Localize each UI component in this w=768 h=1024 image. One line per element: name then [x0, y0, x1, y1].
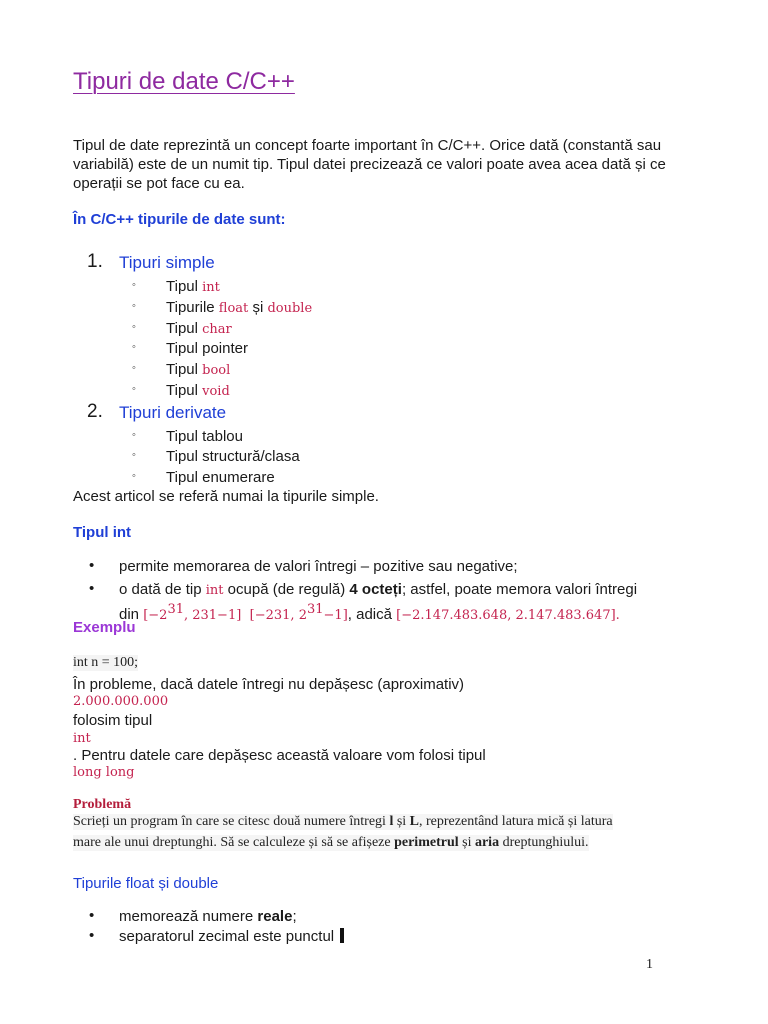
list-item: Tipul bool	[166, 361, 231, 378]
float-bullet-1: memorează numere reale;	[119, 908, 297, 925]
list-item: Tipul enumerare	[166, 469, 275, 486]
long-long-code: long long	[73, 765, 135, 780]
folosim-text: folosim tipul	[73, 712, 153, 729]
list-item: Tipul structură/clasa	[166, 448, 300, 465]
text-cursor-icon	[340, 928, 344, 943]
list-heading-simple: Tipuri simple	[119, 253, 215, 272]
int-code: int	[73, 731, 91, 746]
circle-bullet-icon: ◦	[132, 362, 136, 374]
types-heading: În C/C++ tipurile de date sunt:	[73, 211, 286, 228]
bullet-dot-icon: •	[89, 580, 95, 597]
list-item: Tipul void	[166, 382, 230, 399]
section-heading-float: Tipurile float și double	[73, 875, 219, 892]
bullet-dot-icon: •	[89, 927, 95, 944]
pentru-text: . Pentru datele care depășesc această valoare vom folosi tipul	[73, 747, 486, 764]
bullet-dot-icon: •	[89, 907, 95, 924]
bullet-dot-icon: •	[89, 557, 95, 574]
list-item: Tipul int	[166, 278, 220, 295]
circle-bullet-icon: ◦	[132, 429, 136, 441]
int-bullet-2-range: din [$-2^{31}$, 231−1] [−231, $2^{31}-1$], adică [−2.147.483.648, 2.147.483.647].	[119, 602, 620, 623]
page-title: Tipuri de date C/C++	[73, 68, 295, 95]
circle-bullet-icon: ◦	[132, 470, 136, 482]
int-bullet-1: permite memorarea de valori întregi – pozitive sau negative;	[119, 558, 518, 575]
problem-line-1: Scrieți un program în care se citesc două numere întregi l și L, reprezentând latura mică și latura	[73, 814, 613, 829]
example-heading: Exemplu	[73, 619, 136, 636]
problem-text-line: În probleme, dacă datele întregi nu depășesc (aproximativ)	[73, 676, 465, 693]
list-number-1: 1.	[87, 251, 103, 272]
list-item: Tipul pointer	[166, 340, 248, 357]
circle-bullet-icon: ◦	[132, 300, 136, 312]
problem-title: Problemă	[73, 797, 132, 812]
intro-paragraph: Tipul de date reprezintă un concept foarte important în C/C++. Orice dată (constantă sau variabilă) este de un numit tip. Tipul datei precizează ce valori poate avea acea dată și ce operații se pot face cu ea.	[73, 137, 666, 192]
list-item: Tipul tablou	[166, 428, 243, 445]
float-bullet-2: separatorul zecimal este punctul	[119, 927, 344, 946]
code-example: int n = 100;	[73, 655, 139, 670]
circle-bullet-icon: ◦	[132, 341, 136, 353]
list-item: Tipurile float și double	[166, 299, 313, 316]
circle-bullet-icon: ◦	[132, 279, 136, 291]
circle-bullet-icon: ◦	[132, 449, 136, 461]
int-bullet-2: o dată de tip int ocupă (de regulă) 4 octeți; astfel, poate memora valori întregi	[119, 581, 638, 598]
big-value-code: 2.000.000.000	[73, 694, 169, 709]
page-number: 1	[646, 957, 653, 972]
problem-line-2: mare ale unui dreptunghi. Să se calculeze și să se afișeze perimetrul și aria dreptunghiului.	[73, 835, 589, 850]
list-heading-derived: Tipuri derivate	[119, 403, 227, 422]
circle-bullet-icon: ◦	[132, 383, 136, 395]
section-heading-int: Tipul int	[73, 524, 132, 541]
circle-bullet-icon: ◦	[132, 321, 136, 333]
list-item: Tipul char	[166, 320, 232, 337]
scope-note: Acest articol se referă numai la tipurile simple.	[73, 488, 379, 505]
list-number-2: 2.	[87, 401, 103, 422]
